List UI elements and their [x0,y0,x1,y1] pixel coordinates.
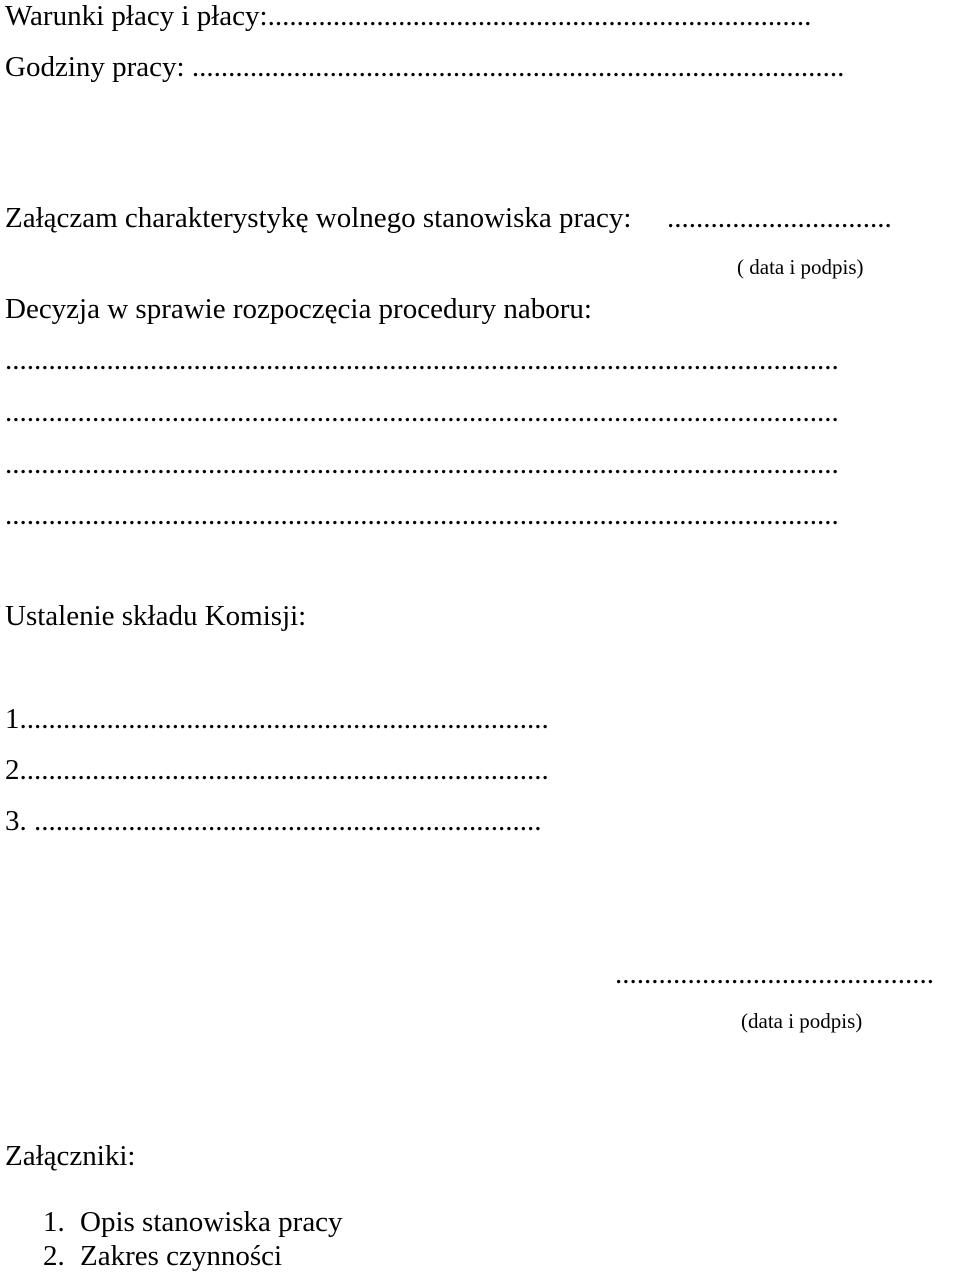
attachment-item-number: 1. [43,1206,65,1238]
committee-signature-caption: (data i podpis) [741,1009,863,1033]
attachment-statement: Załączam charakterystykę wolnego stanowiska pracy: [5,202,632,234]
decision-blank-line: ................................................................................................................... [5,344,839,376]
committee-member-line: 2......................................................................... [5,754,549,786]
decision-blank-line: ................................................................................................................... [5,499,839,531]
working-hours-field: Godziny pracy: .......................................................................................... [5,51,845,83]
attachment-signature-line: ............................... [667,202,892,234]
attachment-item-text: Zakres czynności [80,1240,283,1272]
attachment-item-number: 2. [43,1240,65,1272]
pay-conditions-field: Warunki płacy i płacy:........................................................................... [5,0,812,32]
decision-heading: Decyzja w sprawie rozpoczęcia procedury naboru: [5,293,592,325]
attachment-signature-caption: ( data i podpis) [737,255,864,279]
decision-blank-line: ................................................................................................................... [5,448,839,480]
decision-blank-line: ................................................................................................................... [5,396,839,428]
attachments-heading: Załączniki: [5,1140,136,1172]
committee-heading: Ustalenie składu Komisji: [5,600,307,632]
committee-signature-line: ............................................ [615,958,934,990]
committee-member-line: 3. ...................................................................... [5,805,542,837]
committee-member-line: 1......................................................................... [5,703,549,735]
attachment-item-text: Opis stanowiska pracy [80,1206,343,1238]
